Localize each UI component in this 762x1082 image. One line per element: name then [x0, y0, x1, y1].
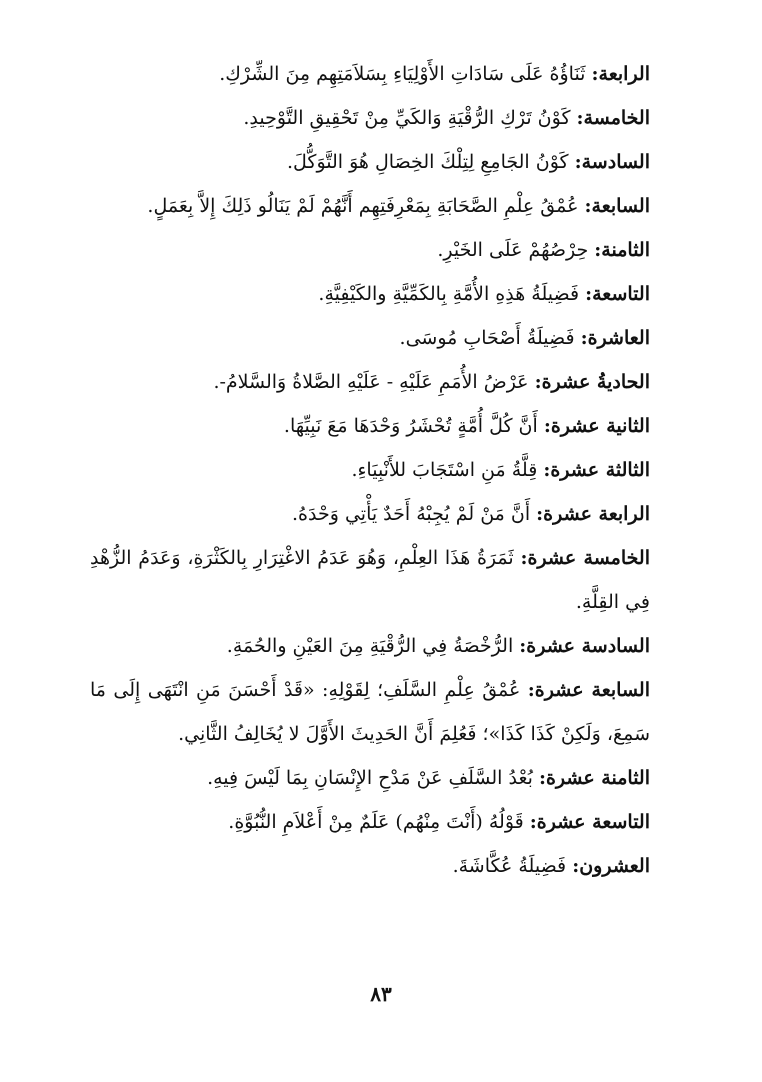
page-number: ٨٣ [370, 982, 392, 1006]
paragraph [90, 536, 672, 624]
paragraph-text: عُمْقُ عِلْمِ الصَّحَابَةِ بِمَعْرِفَتِهِم أَنَّهُمْ لَمْ يَنَالُو ذَلِكَ إِلاَّ بِعَمَلٍ. [147, 195, 579, 217]
paragraph-text: عُمْقُ عِلْمِ السَّلَفِ؛ لِقَوْلِهِ: «قَدْ أَحْسَنَ مَنِ انْتَهَى إِلَى مَا سَمِعَ، وَلَكِنْ كَذَا كَذَا»؛ فَعُلِمَ أَنَّ الحَدِيثَ الأَوَّلَ لا يُخَالِفُ الثَّانِي. [90, 679, 650, 745]
paragraph [90, 360, 672, 404]
paragraph-label: الرابعة عشرة: [536, 503, 650, 525]
paragraph-label: التاسعة: [585, 283, 650, 305]
paragraph-text: كَوْنُ تَرْكِ الرُّقْيَةِ وَالكَيِّ مِنْ تَحْقِيقِ التَّوْحِيدِ. [243, 107, 571, 129]
paragraph [90, 668, 672, 756]
paragraph-label: السادسة: [574, 151, 650, 173]
paragraph [90, 624, 672, 668]
paragraph [90, 404, 672, 448]
paragraph [90, 52, 672, 96]
paragraph-text: أَنَّ مَنْ لَمْ يُجِبْهُ أَحَدٌ يَأْتِي وَحْدَهُ. [292, 503, 531, 525]
paragraph-text: أَنَّ كُلَّ أُمَّةٍ تُحْشَرُ وَحْدَهَا مَعَ نَبِيِّهَا. [283, 415, 538, 437]
paragraph-label: السادسة عشرة: [519, 635, 650, 657]
paragraph-text: حِرْصُهُمْ عَلَى الخَيْرِ. [437, 239, 589, 261]
paragraph [90, 228, 672, 272]
paragraph-text: كَوْنُ الجَامِعِ لِتِلْكَ الخِصَالِ هُوَ التَّوَكُّلَ. [286, 151, 569, 173]
paragraph [90, 96, 672, 140]
paragraph [90, 184, 672, 228]
paragraph-text: فَضِيلَةُ عُكَّاشَةَ. [452, 855, 567, 877]
paragraph [90, 756, 672, 800]
paragraph-label: السابعة عشرة: [527, 679, 650, 701]
paragraph-text: قَوْلُهُ (أَنْتَ مِنْهُم) عَلَمٌ مِنْ أَعْلاَمِ النُّبُوَّةِ. [228, 811, 524, 833]
paragraph [90, 448, 672, 492]
paragraph-text: بُعْدُ السَّلَفِ عَنْ مَدْحِ الإِنْسَانِ بِمَا لَيْسَ فِيهِ. [207, 767, 533, 789]
paragraph [90, 844, 672, 888]
paragraph-label: الثامنة: [594, 239, 650, 261]
paragraph-text: قِلَّةُ مَنِ اسْتَجَابَ للأَنْبِيَاءِ. [351, 459, 538, 481]
paragraph-text: الرُّخْصَةُ فِي الرُّقْيَةِ مِنَ العَيْنِ والحُمَةِ. [226, 635, 514, 657]
paragraph-label: العشرون: [572, 855, 650, 877]
paragraph-text: ثَمَرَةُ هَذَا العِلْمِ، وَهُوَ عَدَمُ الاغْتِرَارِ بِالكَثْرَةِ، وَعَدَمُ الزُّهْدِ فِي القِلَّةِ. [90, 547, 650, 613]
paragraph-text: فَضِيلَةُ هَذِهِ الأُمَّةِ بِالكَمِّيَّةِ والكَيْفِيَّةِ. [318, 283, 580, 305]
paragraph-text: فَضِيلَةُ أَصْحَابِ مُوسَى. [399, 327, 575, 349]
document-body [90, 52, 672, 888]
paragraph [90, 140, 672, 184]
paragraph-label: السابعة: [584, 195, 650, 217]
paragraph-label: الحاديةُ عشرة: [534, 371, 650, 393]
paragraph [90, 316, 672, 360]
paragraph [90, 800, 672, 844]
paragraph-label: الثامنة عشرة: [538, 767, 650, 789]
paragraph-text: ثَنَاؤُهُ عَلَى سَادَاتِ الأَوْلِيَاءِ بِسَلاَمَتِهِم مِنَ الشِّرْكِ. [219, 63, 586, 85]
paragraph-label: الثانية عشرة: [543, 415, 650, 437]
paragraph [90, 272, 672, 316]
paragraph-label: الخامسة عشرة: [520, 547, 650, 569]
paragraph [90, 492, 672, 536]
paragraph-label: الرابعة: [591, 63, 650, 85]
paragraph-label: العاشرة: [580, 327, 650, 349]
paragraph-label: التاسعة عشرة: [529, 811, 650, 833]
paragraph-label: الخامسة: [576, 107, 650, 129]
paragraph-text: عَرْضُ الأُمَمِ عَلَيْهِ - عَلَيْهِ الصَّلاةُ وَالسَّلامُ-. [213, 371, 529, 393]
paragraph-label: الثالثة عشرة: [543, 459, 650, 481]
